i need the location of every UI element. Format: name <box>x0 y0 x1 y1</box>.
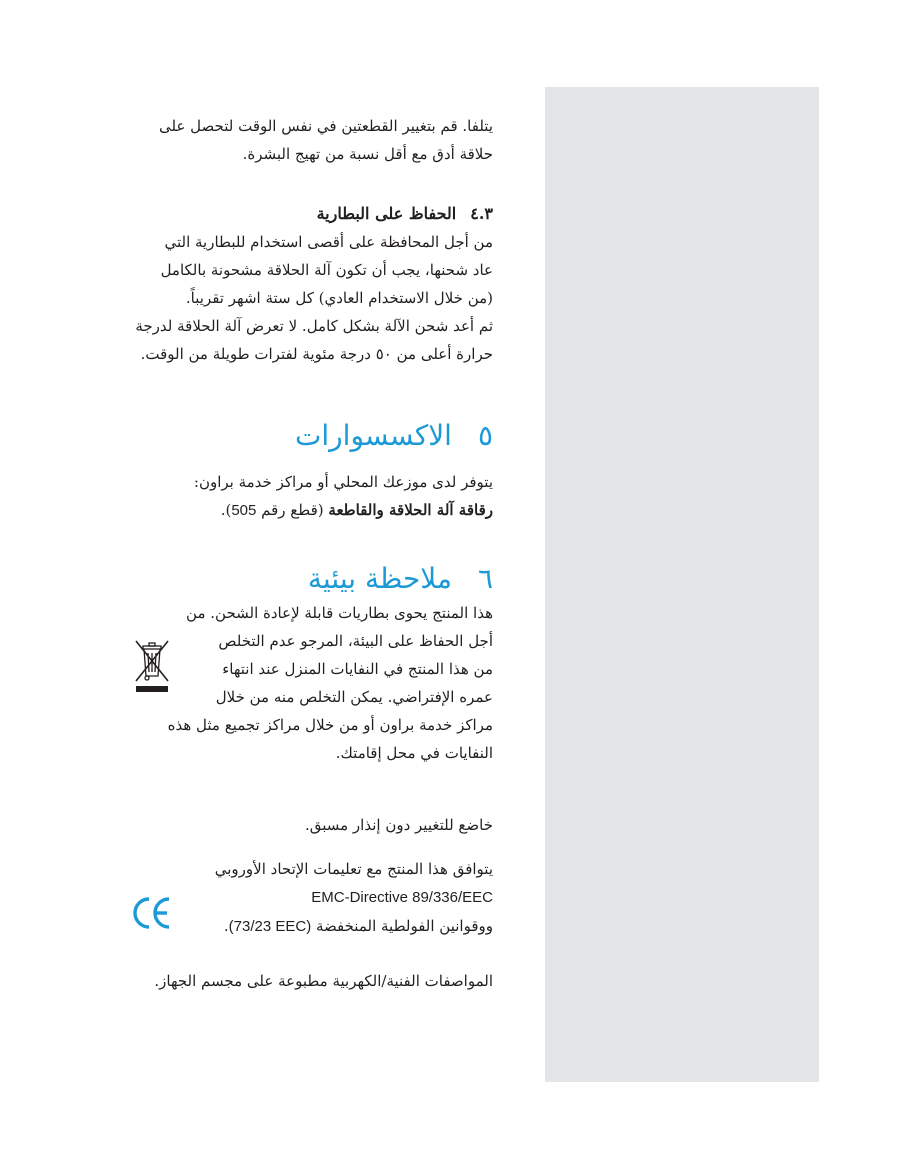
battery-heading <box>125 200 493 228</box>
environment-section <box>125 559 493 767</box>
low-voltage-text: ووقوانين الفولطية المنخفضة <box>315 917 493 935</box>
part-suffix: ). <box>220 501 232 519</box>
accessories-section <box>125 416 493 525</box>
continuation-paragraph <box>125 112 493 168</box>
battery-section <box>125 200 493 368</box>
text-line: النفايات في محل إقامتك. <box>335 744 493 762</box>
specs-line: المواصفات الفنية/الكهربية مطبوعة على مجسم الجهاز. <box>154 972 493 990</box>
low-voltage-suffix: . <box>223 917 229 935</box>
notice-section <box>125 811 493 995</box>
text-line: من أجل المحافظة على أقصى استخدام للبطارية التي <box>164 233 493 251</box>
product-name: رقاقة آلة الحلاقة والقاطعة <box>328 501 493 519</box>
text-line: عاد شحنها، يجب أن تكون آلة الحلاقة مشحونة بالكامل <box>160 261 493 279</box>
part-prefix: (قطع رقم <box>261 501 324 519</box>
text-line: من هذا المنتج في النفايات المنزل عند انتهاء <box>222 660 493 678</box>
accessory-product-line <box>125 496 493 525</box>
text-line: (من خلال الاستخدام العادي) كل ستة اشهر تقريباً. <box>185 289 493 307</box>
eu-compliance-line: يتوافق هذا المنتج مع تعليمات الإتحاد الأوروبي <box>214 860 493 878</box>
crossed-bin-icon <box>134 638 170 694</box>
section-number: ٤.٣ <box>470 204 493 223</box>
section-title: ملاحظة بيئية <box>307 562 452 595</box>
text-line: يتوفر لدى موزعك المحلي أو مراكز خدمة براون: <box>193 473 493 491</box>
part-number: 505 <box>231 502 257 519</box>
ce-mark-icon <box>131 895 173 931</box>
text-line: هذا المنتج يحوى بطاريات قابلة لإعادة الشحن. من <box>186 604 493 622</box>
text-line: ثم أعد شحن الآلة بشكل كامل. لا تعرض آلة الحلاقة لدرجة <box>135 317 493 335</box>
text-line: حرارة أعلى من ٥٠ درجة مئوية لفترات طويلة من الوقت. <box>140 345 493 363</box>
section-title: الاكسسوارات <box>295 419 452 452</box>
text-line: أجل الحفاظ على البيئة، المرجو عدم التخلص <box>218 632 493 650</box>
accessories-heading <box>125 416 493 456</box>
directive-code: EMC-Directive 89/336/EEC <box>311 889 493 906</box>
subject-to-change: خاضع للتغيير دون إنذار مسبق. <box>304 816 493 834</box>
margin-sidebar <box>545 87 819 1082</box>
section-title: الحفاظ على البطارية <box>316 204 457 223</box>
text-line: حلاقة أدق مع أقل نسبة من تهيج البشرة. <box>242 145 493 163</box>
text-line: عمره الإفتراضي. يمكن التخلص منه من خلال <box>215 688 493 706</box>
text-line: مراكز خدمة براون أو من خلال مراكز تجميع مثل هذه <box>167 716 493 734</box>
environment-heading <box>125 559 493 599</box>
text-line: يتلفا. قم بتغيير القطعتين في نفس الوقت لتحصل على <box>158 117 493 135</box>
section-number: ٥ <box>477 419 493 452</box>
low-voltage-line <box>125 912 493 941</box>
section-number: ٦ <box>477 562 493 595</box>
low-voltage-code: (73/23 EEC) <box>228 918 312 935</box>
directive-line <box>125 883 493 912</box>
